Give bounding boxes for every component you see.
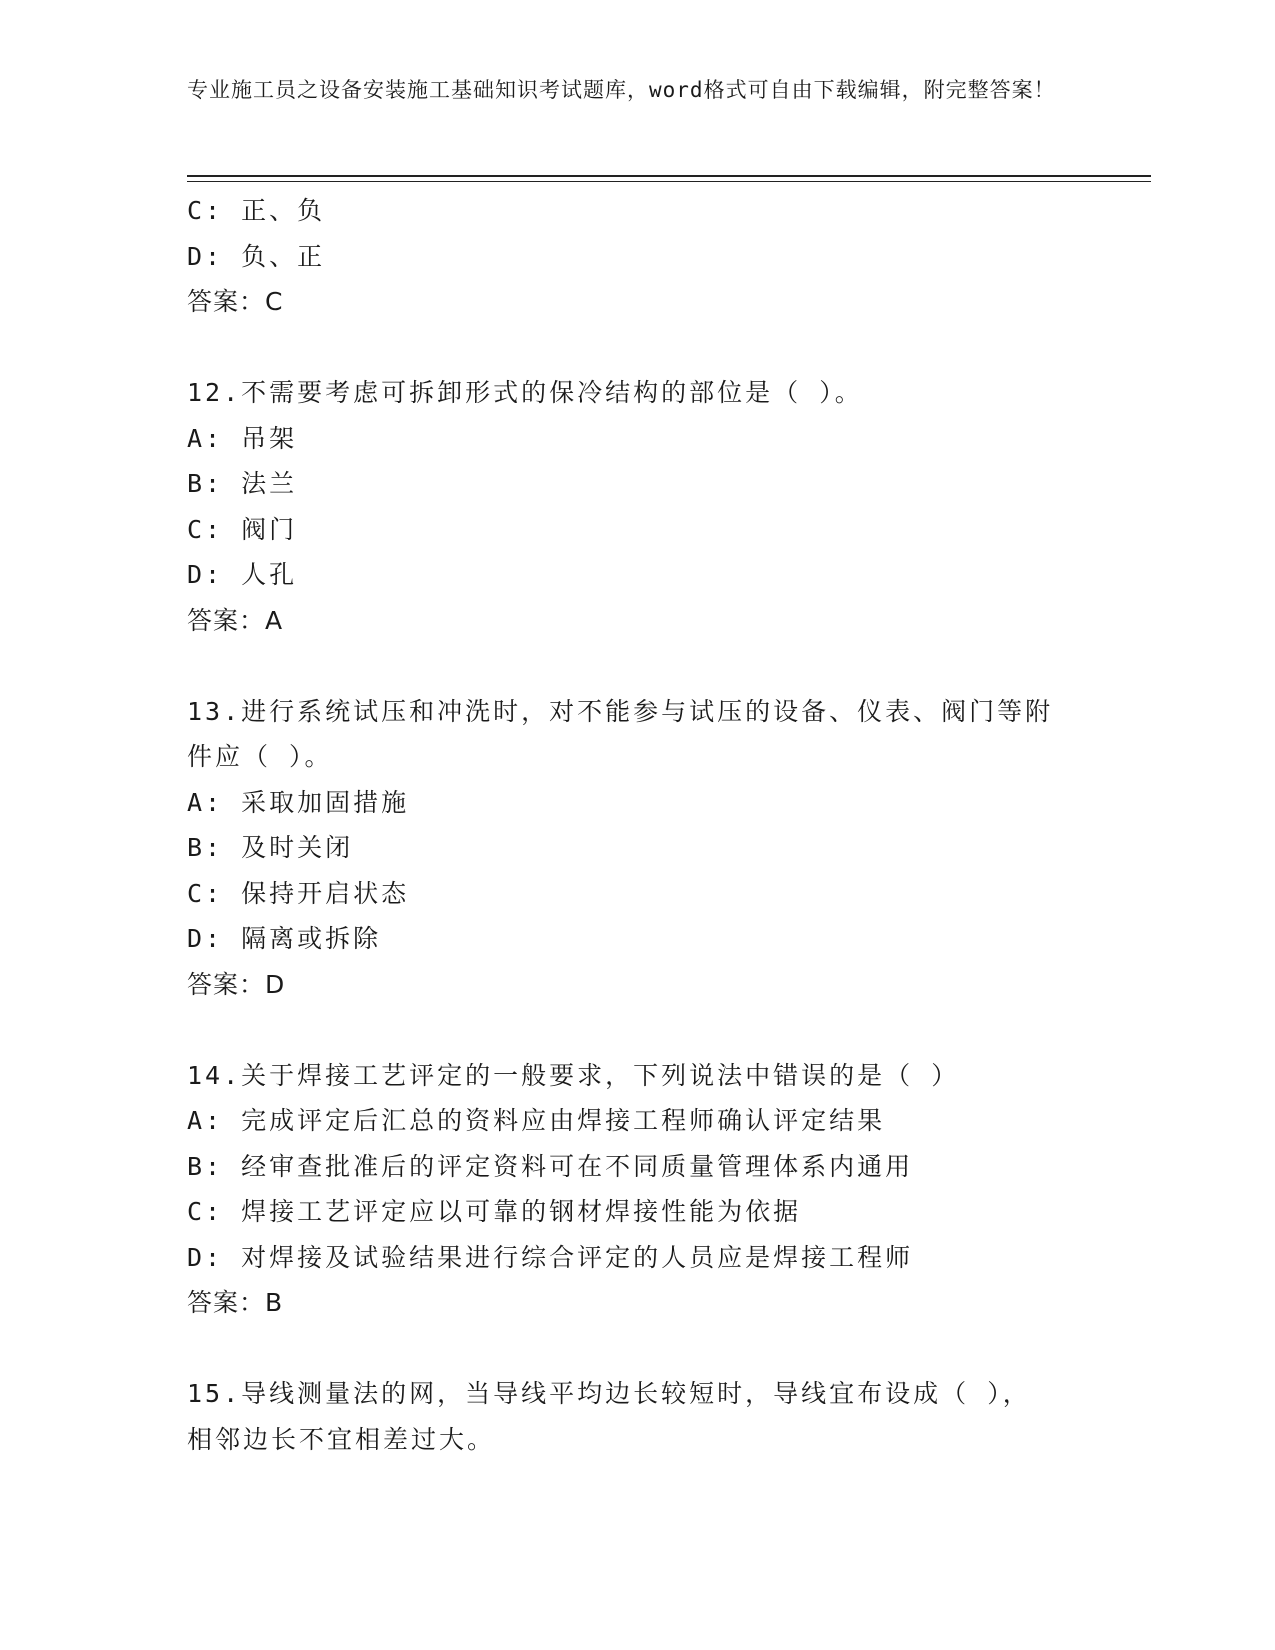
option-b: B: 经审查批准后的评定资料可在不同质量管理体系内通用 (187, 1151, 914, 1181)
document-header (187, 74, 1067, 106)
spacer (187, 643, 1087, 689)
answer: 答案：A (187, 605, 284, 635)
question-text-line-2: 件应（ ）。 (187, 742, 333, 771)
option-a: A: 采取加固措施 (187, 787, 410, 817)
option-d: D: 负、正 (187, 241, 326, 271)
option-d: D: 对焊接及试验结果进行综合评定的人员应是焊接工程师 (187, 1242, 914, 1272)
header-divider-thick (187, 175, 1151, 177)
question-list (187, 188, 1087, 1462)
answer: 答案：C (187, 287, 284, 316)
question-11 (187, 188, 1087, 325)
option-c: C: 保持开启状态 (187, 878, 410, 908)
question-text-line-2: 相邻边长不宜相差过大。 (187, 1424, 496, 1454)
spacer (187, 1007, 1087, 1053)
question-text-line-1: 15.导线测量法的网，当导线平均边长较短时，导线宜布设成（ ）， (187, 1379, 1031, 1408)
question-text-line-1: 13.进行系统试压和冲洗时，对不能参与试压的设备、仪表、阀门等附 (187, 696, 1054, 726)
option-c: C: 阀门 (187, 514, 298, 544)
answer: 答案：D (187, 969, 286, 999)
option-a: A: 吊架 (187, 423, 298, 453)
option-d: D: 隔离或拆除 (187, 924, 382, 953)
question-14 (187, 1053, 1087, 1326)
spacer (187, 1326, 1087, 1372)
option-b: B: 法兰 (187, 469, 298, 498)
option-b: B: 及时关闭 (187, 833, 354, 862)
option-c: C: 正、负 (187, 196, 326, 225)
header-divider-thin (187, 181, 1151, 182)
question-12 (187, 370, 1087, 643)
option-a: A: 完成评定后汇总的资料应由焊接工程师确认评定结果 (187, 1106, 886, 1135)
option-c: C: 焊接工艺评定应以可靠的钢材焊接性能为依据 (187, 1197, 802, 1226)
header-text: 专业施工员之设备安装施工基础知识考试题库，word格式可自由下载编辑，附完整答案！ (187, 78, 1056, 102)
answer: 答案：B (187, 1288, 284, 1317)
question-text: 14.关于焊接工艺评定的一般要求，下列说法中错误的是（ ） (187, 1060, 960, 1090)
spacer (187, 325, 1087, 371)
option-d: D: 人孔 (187, 560, 298, 589)
question-text: 12.不需要考虑可拆卸形式的保冷结构的部位是（ ）。 (187, 378, 863, 407)
question-13 (187, 689, 1087, 1008)
question-15 (187, 1371, 1087, 1462)
